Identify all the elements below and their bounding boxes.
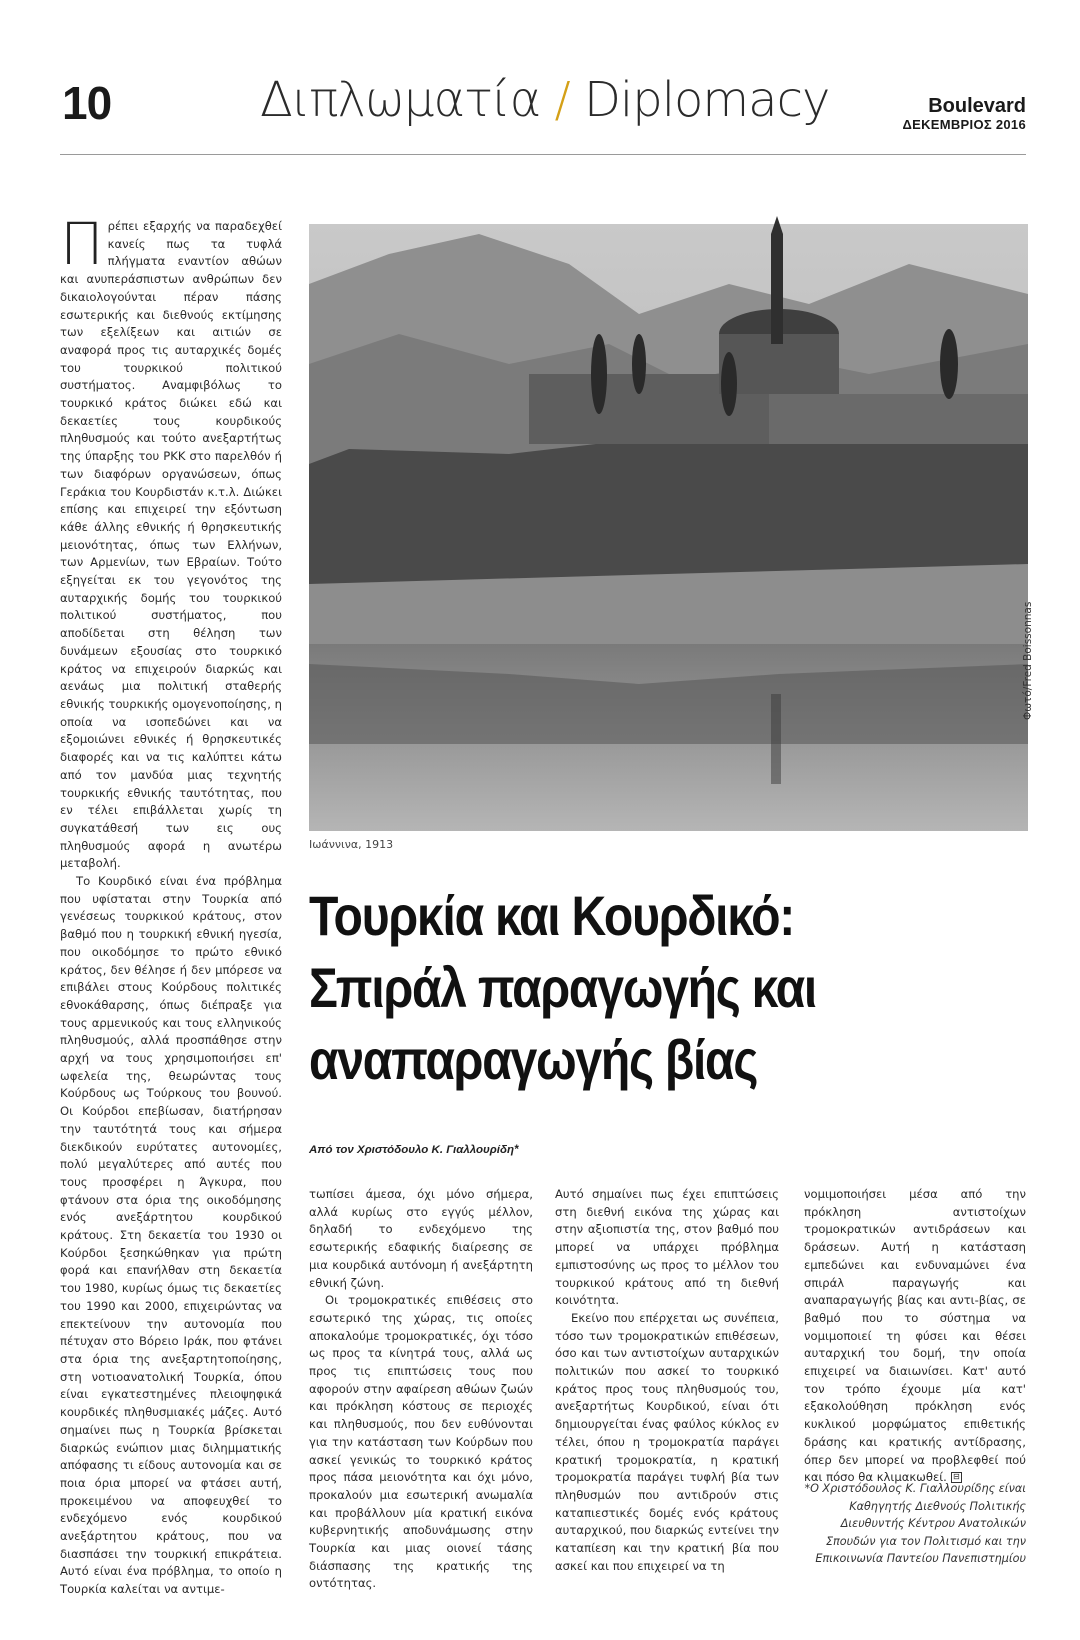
paragraph-text: ρέπει εξαρχής να παραδεχθεί κανείς πως τα τυφλά πλήγματα εναντίον αθώων και ανυπεράσπιστων ανθρώπων δεν δικαιολογούνται πέραν πάσης εσωτερικής και διεθνούς εκτίμησης των εξελίξεων και αιτιών σε αναφορά προς τις αυταρχικές δομές του τουρκικού πολιτικού συστήματος. Αναμφιβόλως το τουρκικό κράτος διώκει εδώ και δεκαετίες τους κουρδικούς πληθυσμούς και τούτο ανεξαρτήτως της ύπαρξης του ΡΚΚ στο παρελθόν ή των διαφόρων οργανώσεων, όπως Γεράκια του Κουρδιστάν κ.τ.λ. Διώκει επίσης και επιχειρεί την εξόντωση κάθε άλλης εθνικής ή θρησκευτικής μειονότητας, όπως των Ελλήνων, των Αρμενίων, των Εβραίων. Τούτο εξηγείται εκ του γεγονότος της αυταρχικής δομής του τουρκικού πολιτικού συστήματος, που αποδίδεται στη θέληση των δυνάμεων εξουσίας στο τουρκικό κράτος να επιχειρούν διαρκώς και αενάως μια πολιτική σταθερής εθνικής τουρκικής ομογενοποίησης, η οποία να ισοπεδώνει και να εξομοιώνει εθνικές ή θρησκευτικές διαφορές και να τις καλύπτει κάτω από τον μανδύα μιας τεχνητής τουρκικής εθνικής ταυτότητας, που εν τέλει επιβάλλεται χωρίς τη συγκατάθεσή των εις ους πληθυσμούς αφορά η ανωτέρω μεταβολή. (60, 219, 282, 871)
article-column-1 (60, 210, 282, 1597)
section-title-slash: / (554, 72, 570, 128)
article-paragraph: Το Κουρδικό είναι ένα πρόβλημα που υφίσταται στην Τουρκία από γενέσεως τουρκικού κράτους, στον βαθμό που η τουρκική εθνική ηγεσία, που οικοδόμησε το πρώτο εθνικό κράτος, δεν θέλησε ή δεν μπόρεσε να επιβάλει στους Κούρδους πολιτικές εθνοκάθαρσης, όπως διέπραξε για τους αρμενικούς και τους ελληνικούς πληθυσμούς, αλλά προσπάθησε στην αρχή να τους χρησιμοποιήσει επ' ωφελεία της, θεωρώντας τους Κούρδους ως Τούρκους του βουνού. Οι Κούρδοι επεβίωσαν, διατήρησαν την ταυτότητά τους και σήμερα διεκδικούν ευρύτατες αυτονομίες, πολύ μεγαλύτερες από αυτές που τους προσφέρει η Άγκυρα, που φτάνουν στα όρια της οικοδόμησης ενός ανεξάρτητου κουρδικού κράτους. Στη δεκαετία του 1930 οι Κούρδοι ξεσηκώθηκαν για πρώτη φορά και επανήλθαν στη δεκαετία του 1980, κυρίως όμως τις δεκαετίες του 1990 και 2000, επιχειρώντας να επεκτείνουν την αυτονομία που πέτυχαν στο Βόρειο Ιράκ, που φτάνει στα όρια της ανεξαρτητοποίησης, στη νοτιοανατολική Τουρκία, όπου είναι εγκατεστημένες πλειοψηφικά κουρδικές πληθυσμιακές μάζες. Αυτό σημαίνει πως η Τουρκία βρίσκεται διαρκώς ενώπιον μιας διλημματικής απόφασης τι είδους αυτονομία και σε ποια όρια μπορεί να φτάσει αυτή, προκειμένου να αποφευχθεί το ενδεχόμενο ενός κουρδικού ανεξάρτητου κράτους, που να διασπάσει την τουρκική επικράτεια. Αυτό είναι ένα πρόβλημα, το οποίο η Τουρκία καλείται να αντιμε- (60, 874, 282, 1597)
author-note: *Ο Χριστόδουλος Κ. Γιαλλουρίδης είναι Καθηγητής Διεθνούς Πολιτικής Διευθυντής Κέντρου Ανατολικών Σπουδών για τον Πολιτισμό και την Επικοινωνία Παντείου Πανεπιστημίου (804, 1482, 1026, 1565)
section-title-english: Diplomacy (583, 72, 830, 128)
page-number: 10 (62, 77, 112, 129)
paragraph-text: νομιμοποιήσει μέσα από την πρόκληση αντιστοίχων τρομοκρατικών αντιδράσεων και δράσεων. Αυτή η κατάσταση εμπεδώνει και ενδυναμώνει ένα σπιράλ παραγωγής και αναπαραγωγής βίας και αντι-βίας, σε βαθμό που το σύστημα να νομιμοποιεί τη φύσει και θέσει αυταρχική του δομή, την οποία επιχειρεί να διαιωνίσει. Κατ' αυτό τον τρόπο έχουμε μία κατ' εξακολούθηση πρόκληση ενός κυκλικού μορφώματος επιθετικής δράσης και κρατικής αντίδρασης, όπερ δεν μπορεί να προβλεφθεί πού και πόσο θα κλιμακωθεί. (804, 1187, 1026, 1485)
article-column-4 (804, 1186, 1026, 1486)
brand-block (902, 96, 1026, 131)
article-column-2 (309, 1186, 533, 1591)
brand-name: Boulevard (928, 95, 1026, 117)
article-paragraph: Αυτό σημαίνει πως έχει επιπτώσεις στη διεθνή εικόνα της χώρας και στην αξιοπιστία της, στον βαθμό που μπορεί να υπάρχει πρόβλημα εμπιστοσύνης ως προς το μέλλον του τουρκικού κράτους από τη διεθνή κοινότητα. (555, 1187, 779, 1308)
headline-line: Τουρκία και Κουρδικό: (309, 884, 795, 947)
article-paragraph: Οι τρομοκρατικές επιθέσεις στο εσωτερικό της χώρας, τις οποίες αποκαλούμε τρομοκρατικές, όχι τόσο ως προς τα κίνητρά τους, αλλά ως προς τις επιπτώσεις τους που αφορούν στην αφαίρεση αθώων ζωών και πρόκληση κόστους σε περιοχές και πληθυσμούς, που δεν ευθύνονται για την κατάσταση των Κούρδων που ασκεί γενικώς το τουρκικό κράτος προς πάσα μειονότητα και όχι μόνο, προκαλούν μια εσωτερική ανωμαλία και προβάλλουν μία κρατική εικόνα κυβερνητικής αποδυνάμωσης στην Τουρκία και μιας οιονεί τάσης διάσπασης της κρατικής της οντότητας. (309, 1293, 533, 1591)
section-title (260, 72, 840, 128)
headline (309, 880, 928, 1096)
article-paragraph: Εκείνο που επέρχεται ως συνέπεια, τόσο των τρομοκρατικών επιθέσεων, όσο και των αντιστοίχων αυταρχικών πολιτικών που ασκεί το τουρκικό κράτος προς τους πληθυσμούς του, ανεξαρτήτως Κουρδικού, είναι ότι δημιουργείται ένας φαύλος κύκλος εν τέλει, όπου η τρομοκρατία παράγει κρατική τρομοκρατία, η κρατική τρομοκρατία παράγει τυφλή βία των πληθυσμών που αντιδρούν στις καταπιεστικές δομές ενός κράτους αυταρχικού, που διαρκώς εντείνει την καταπίεση και την κρατική βία που ασκεί και που επιχειρεί να τη (555, 1310, 779, 1573)
headline-line: αναπαραγωγής βίας (309, 1028, 758, 1091)
header-divider (60, 154, 1026, 155)
end-mark-icon: ⊟ (951, 1472, 962, 1483)
photo-caption: Ιωάννινα, 1913 (309, 838, 394, 851)
byline: Από τον Χριστόδουλο Κ. Γιαλλουρίδη* (309, 1144, 519, 1156)
article-paragraph (60, 210, 282, 873)
headline-line: Σπιράλ παραγωγής και (309, 956, 816, 1019)
issue-date: ΔΕΚΕΜΒΡΙΟΣ 2016 (902, 117, 1026, 132)
article-paragraph: τωπίσει άμεσα, όχι μόνο σήμερα, αλλά κυρίως στο εγγύς μέλλον, δηλαδή το ενδεχόμενο της εσωτερικής εδαφικής διαίρεσης σε μια κουρδικά αυτόνομη ή ανεξάρτητη εθνική ζώνη. (309, 1187, 533, 1290)
section-title-greek: Διπλωματία (260, 72, 541, 128)
article-paragraph (804, 1186, 1026, 1487)
article-column-3 (555, 1186, 779, 1586)
article-photo (309, 224, 1028, 831)
photo-illustration (309, 224, 1028, 831)
photo-credit: Φωτό/Fred Boissonnas (1022, 601, 1034, 720)
drop-cap: Π (60, 210, 104, 278)
